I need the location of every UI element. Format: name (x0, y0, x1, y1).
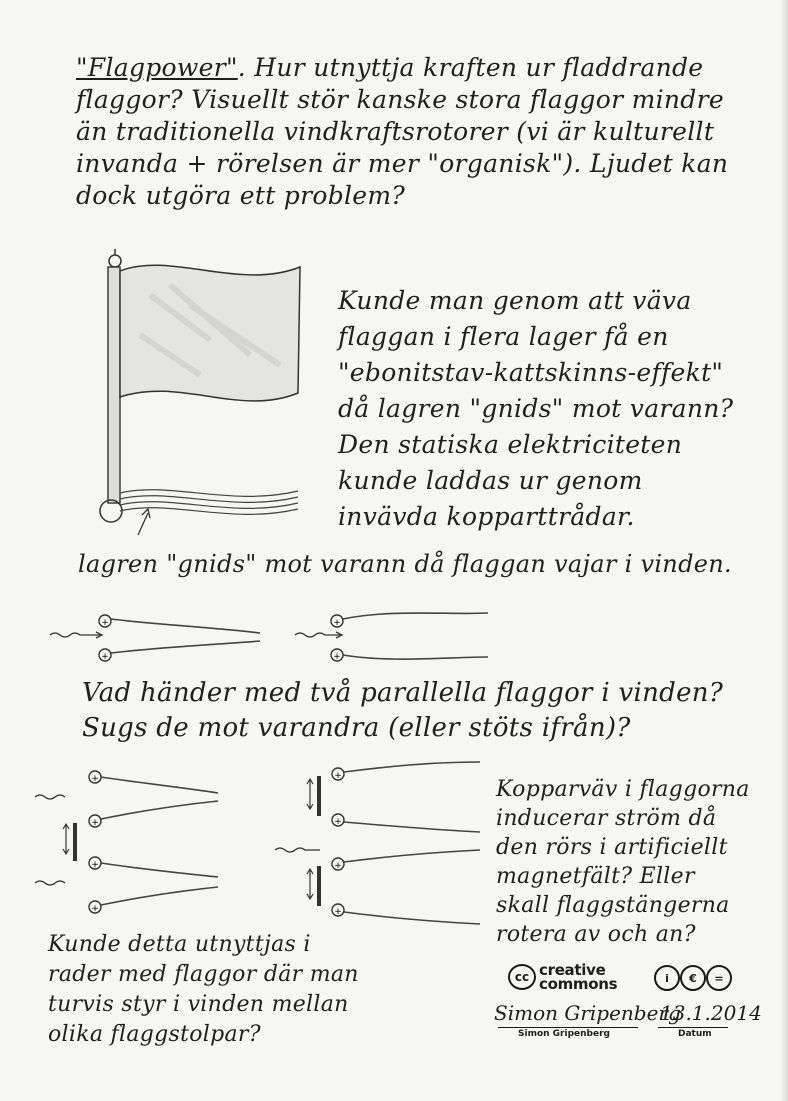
svg-text:+: + (91, 774, 99, 784)
wind-icon (50, 633, 100, 637)
name-label: Simon Gripenberg (518, 1029, 610, 1039)
intro-line: "Flagpower". Hur utnyttja kraften ur fladdrande (76, 53, 704, 82)
signature-line (498, 1027, 638, 1028)
title-flagpower: "Flagpower" (76, 53, 238, 82)
attribution-icon: i (654, 965, 680, 991)
svg-text:+: + (334, 771, 342, 781)
svg-text:+: + (334, 907, 342, 917)
date-line (658, 1027, 728, 1028)
page-edge (780, 0, 788, 1101)
intro-paragraph (76, 52, 728, 212)
svg-text:+: + (101, 618, 109, 628)
intro-line: flaggor? Visuellt stör kanske stora flaggor mindre (76, 85, 724, 114)
parallel-flags-diagram (50, 605, 500, 675)
stacked-flags-diagram-right (270, 760, 490, 930)
svg-text:+: + (333, 652, 341, 662)
cc-icon: cc (508, 964, 536, 990)
question-weaving-layers: Kunde man genom att väva flaggan i flera lager få en "ebonitstav-kattskinns-effekt" då lagren "gnids" mot varann? Den statiska elektriciteten kunde laddas ur genom invävda kopparttrådar. (338, 286, 734, 531)
noderivatives-icon: = (706, 965, 732, 991)
signature-date: 13.1.2014 (660, 1001, 762, 1025)
creative-commons-logo[interactable]: cc creative commons (508, 963, 617, 991)
intro-line: invanda + rörelsen är mer "organisk"). Ljudet kan (76, 149, 729, 178)
caption-layers-rub: lagren "gnids" mot varann då flaggan vajar i vinden. (78, 550, 732, 578)
svg-text:+: + (91, 904, 99, 914)
question-parallel-flags: Vad händer med två parallella flaggor i vinden? Sugs de mot varandra (eller stöts ifrån)? (82, 678, 724, 743)
flag-pole (108, 267, 120, 503)
flag-sketch (90, 245, 320, 535)
svg-text:+: + (333, 618, 341, 628)
svg-text:+: + (91, 818, 99, 828)
question-rows-of-flags: Kunde detta utnyttjas i rader med flaggor där man turvis styr i vinden mellan olika flaggstolpar? (48, 932, 359, 1047)
pointer-arrow (138, 513, 148, 535)
question-copper-weave: Kopparväv i flaggorna inducerar ström då den rörs i artificiellt magnetfält? Eller skall flaggstängerna rotera av och an? (496, 777, 750, 947)
svg-text:+: + (334, 817, 342, 827)
svg-text:+: + (334, 861, 342, 871)
signature-name: Simon Gripenberg (494, 1001, 681, 1025)
noncommercial-icon: € (680, 965, 706, 991)
intro-line: dock utgöra ett problem? (76, 181, 406, 210)
intro-line: än traditionella vindkraftsrotorer (vi är kulturellt (76, 117, 715, 146)
license-and-signature (494, 961, 762, 1043)
wind-icon (295, 633, 340, 637)
flag-cloth (120, 265, 300, 401)
pole-finial (109, 255, 121, 267)
date-label: Datum (678, 1029, 712, 1039)
svg-text:+: + (91, 860, 99, 870)
svg-text:+: + (101, 652, 109, 662)
stacked-flags-diagram-left (30, 765, 230, 925)
